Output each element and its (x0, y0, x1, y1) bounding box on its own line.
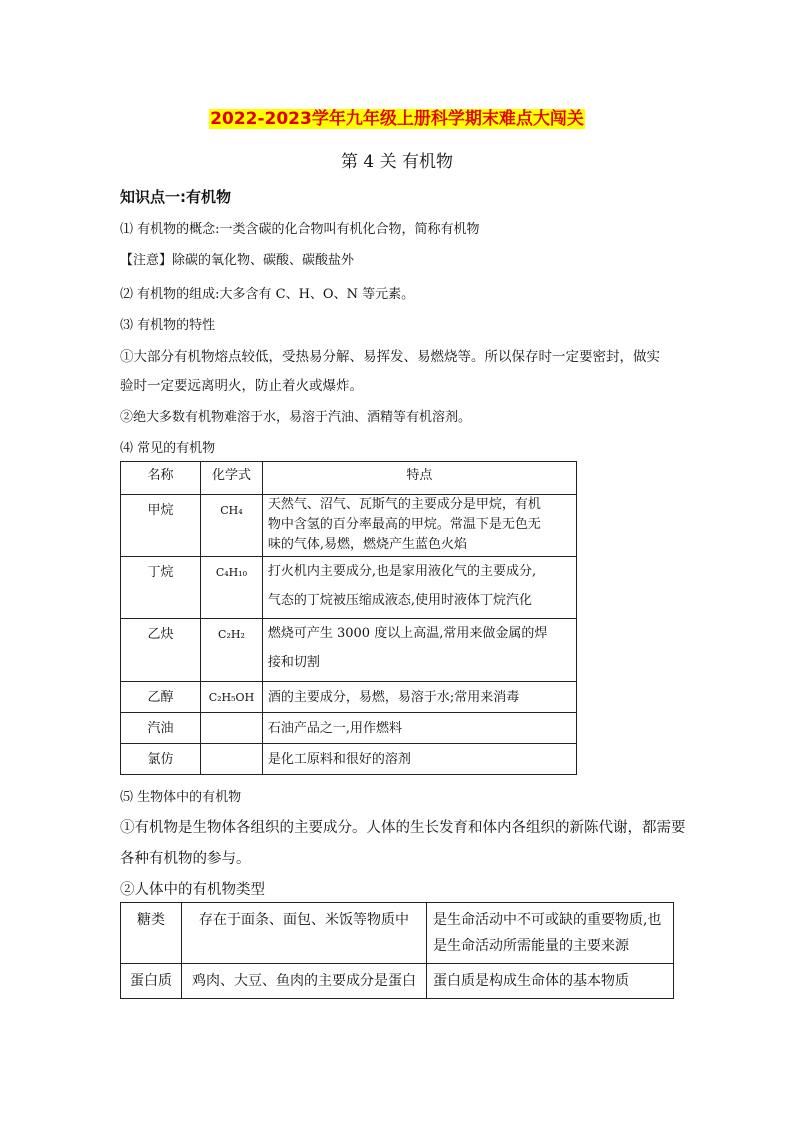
role-line: 蛋白质是构成生命体的基本物质 (432, 973, 629, 989)
compound-description (262, 682, 576, 713)
organic-type: 糖类 (121, 903, 182, 964)
table-header-row (121, 462, 577, 495)
desc-line: 是化工原料和很好的溶剂 (267, 752, 411, 767)
compound-name: 乙炔 (121, 619, 201, 682)
compound-name: 汽油 (121, 713, 201, 744)
compound-formula: C₂H₅OH (201, 682, 263, 713)
compound-description (262, 619, 576, 682)
table-row (121, 903, 674, 964)
document-subtitle: 第 4 关 有机物 (340, 152, 454, 172)
desc-line: 物中含氢的百分率最高的甲烷。常温下是无色无 (267, 517, 541, 532)
organic-source: 存在于面条、面包、米饭等物质中 (181, 903, 426, 964)
text-line: ①有机物是生物体各组织的主要成分。人体的生长发育和体内各组织的新陈代谢，都需要 (120, 820, 686, 836)
text-line: ②绝大多数有机物难溶于水，易溶于汽油、酒精等有机溶剂。 (120, 410, 472, 425)
text-line: ②人体中的有机物类型 (120, 882, 265, 898)
table-row (121, 682, 577, 713)
organic-role (426, 903, 673, 964)
compound-description (262, 495, 576, 557)
text-line: ⑶ 有机物的特性 (120, 318, 216, 333)
header-cell: 名称 (121, 462, 201, 495)
desc-line: 石油产品之一,用作燃料 (267, 721, 402, 736)
organic-compounds-table (120, 461, 577, 775)
table-row (121, 557, 577, 619)
organic-source: 鸡肉、大豆、鱼肉的主要成分是蛋白 (181, 964, 426, 999)
title-text: 2022-2023学年九年级上册科学期末难点大闯关 (210, 109, 584, 129)
compound-name: 氯仿 (121, 744, 201, 775)
text-line: ⑵ 有机物的组成:大多含有 C、H、O、N 等元素。 (120, 287, 415, 302)
document-title (0, 104, 794, 129)
desc-line: 天然气、沼气、瓦斯气的主要成分是甲烷，有机 (267, 497, 541, 512)
compound-formula: C₄H₁₀ (201, 557, 263, 619)
compound-name: 乙醇 (121, 682, 201, 713)
compound-formula: CH₄ (201, 495, 263, 557)
desc-line: 酒的主要成分，易燃，易溶于水;常用来消毒 (267, 690, 520, 705)
table-row (121, 744, 577, 775)
text-line: ①大部分有机物熔点较低，受热易分解、易挥发、易燃烧等。所以保存时一定要密封，做实 (120, 349, 660, 365)
desc-line: 味的气体,易燃，燃烧产生蓝色火焰 (267, 537, 467, 552)
text-line: 各种有机物的参与。 (120, 851, 251, 867)
desc-line: 燃烧可产生 3000 度以上高温,常用来做金属的焊 (267, 626, 548, 641)
text-line: 【注意】除碳的氧化物、碳酸、碳酸盐外 (120, 253, 355, 268)
text-line: ⑷ 常见的有机物 (120, 441, 216, 456)
table-row (121, 964, 674, 999)
compound-formula (201, 744, 263, 775)
desc-line: 打火机内主要成分,也是家用液化气的主要成分, (267, 564, 537, 579)
organic-role (426, 964, 673, 999)
table-row (121, 619, 577, 682)
compound-description (262, 744, 576, 775)
text-line: ⑴ 有机物的概念:一类含碳的化合物叫有机化合物，简称有机物 (120, 222, 480, 237)
desc-line: 接和切割 (267, 655, 320, 670)
text-line: 验时一定要远离明火，防止着火或爆炸。 (120, 378, 363, 394)
desc-line: 气态的丁烷被压缩成液态,使用时液体丁烷汽化 (267, 593, 532, 608)
table-row (121, 495, 577, 557)
compound-description (262, 557, 576, 619)
table-row (121, 713, 577, 744)
compound-formula (201, 713, 263, 744)
header-cell: 特点 (262, 462, 576, 495)
role-line: 是生命活动中不可或缺的重要物质,也 (432, 912, 662, 928)
organic-type: 蛋白质 (121, 964, 182, 999)
compound-description (262, 713, 576, 744)
text-line: ⑸ 生物体中的有机物 (120, 790, 242, 805)
body-organics-table (120, 902, 674, 999)
compound-name: 丁烷 (121, 557, 201, 619)
role-line: 是生命活动所需能量的主要来源 (432, 938, 629, 954)
compound-name: 甲烷 (121, 495, 201, 557)
section-heading: 知识点一:有机物 (120, 188, 231, 206)
compound-formula: C₂H₂ (201, 619, 263, 682)
header-cell: 化学式 (201, 462, 263, 495)
